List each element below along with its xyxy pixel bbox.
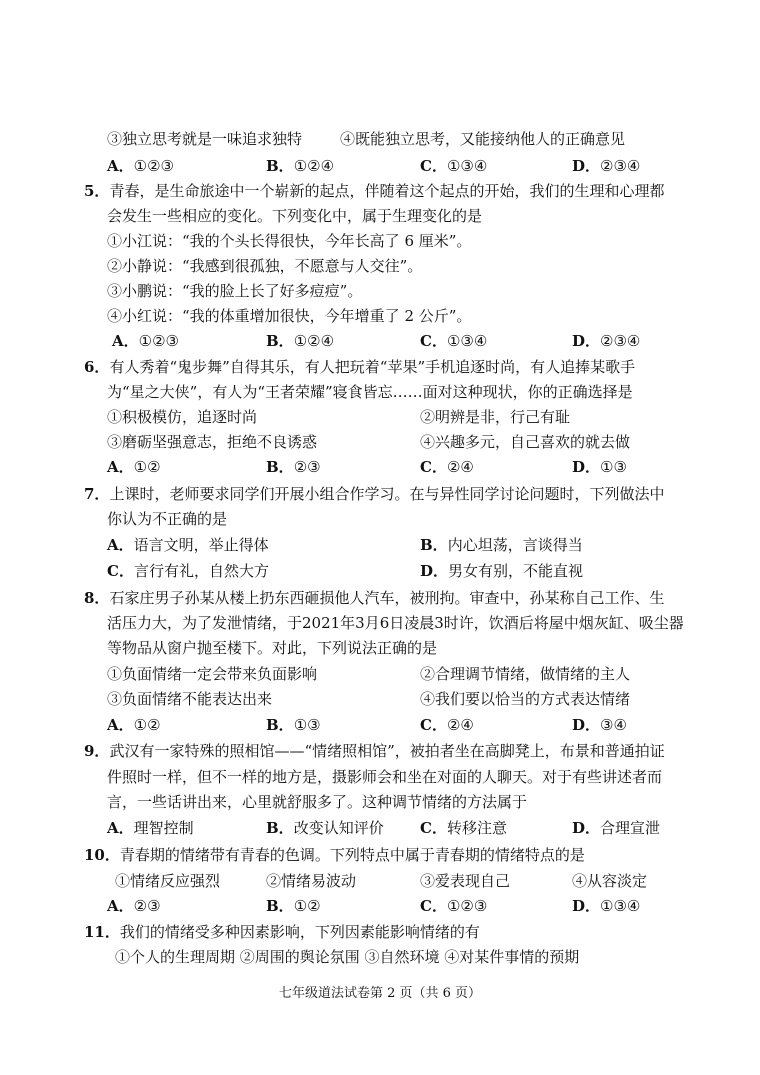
question-8-stem: 8．石家庄男子孙某从楼上扔东西砸损他人汽车，被刑拘。审查中，孙某称自己工作、生 (84, 589, 665, 607)
statements: ①个人的生理周期 ②周围的舆论氛围 ③自然环境 ④对某件事情的预期 (115, 948, 580, 966)
question-11-stem: 11．我们的情绪受多种因素影响，下列因素能影响情绪的有 (84, 923, 480, 941)
option-b: B．①②④ (266, 332, 335, 350)
option-c: C．②④ (420, 458, 474, 476)
statement-3: ③独立思考就是一味追求独特 (107, 130, 303, 148)
option-d: D．合理宣泄 (572, 819, 661, 837)
question-5-stem-cont: 会发生一些相应的变化。下列变化中，属于生理变化的是 (107, 207, 483, 225)
question-7-stem-cont: 你认为不正确的是 (107, 510, 228, 528)
question-7-stem: 7．上课时，老师要求同学们开展小组合作学习。在与异性同学讨论问题时，下列做法中 (84, 485, 665, 503)
option-b: B．改变认知评价 (266, 819, 384, 837)
question-9-stem-cont: 件照时一样，但不一样的地方是，摄影师会和坐在对面的人聊天。对于有些讲述者而 (107, 768, 663, 786)
option-d: D．①③ (572, 458, 627, 476)
option-a: A．②③ (107, 897, 161, 915)
option-a: A．语言文明，举止得体 (107, 536, 269, 554)
option-d: D．①③④ (572, 897, 641, 915)
question-8-stem-cont: 活压力大，为了发泄情绪，于2021年3月6日凌晨3时许，饮酒后将屋中烟灰缸、吸尘器 (107, 614, 684, 632)
statement-1: ①积极模仿，追逐时尚 (107, 408, 258, 426)
option-c: C．①③④ (420, 332, 488, 350)
statement-2: ②小静说：“我感到很孤独，不愿意与人交往”。 (107, 257, 423, 275)
statement-4: ④我们要以恰当的方式表达情绪 (420, 690, 631, 708)
option-b: B．①② (266, 897, 321, 915)
statement-1: ①负面情绪一定会带来负面影响 (107, 665, 318, 683)
option-c: C．①③④ (420, 157, 488, 175)
page-footer: 七年级道法试卷第 2 页（共 6 页） (278, 986, 482, 1001)
statement-4: ④兴趣多元，自己喜欢的就去做 (420, 433, 631, 451)
statement-4: ④既能独立思考，又能接纳他人的正确意见 (340, 130, 626, 148)
option-d: D．男女有别，不能直视 (420, 562, 584, 580)
option-d: D．②③④ (572, 332, 641, 350)
option-c: C．①②③ (420, 897, 488, 915)
option-a: A．①②③ (107, 157, 174, 175)
statement-3: ③磨砺坚强意志，拒绝不良诱惑 (107, 433, 318, 451)
question-8-stem-cont: 等物品从窗户抛至楼下。对此，下列说法正确的是 (107, 639, 438, 657)
statement-4: ④从容淡定 (572, 872, 648, 890)
statement-1: ①情绪反应强烈 (115, 872, 221, 890)
option-b: B．②③ (266, 458, 321, 476)
question-5-stem: 5．青春，是生命旅途中一个崭新的起点，伴随着这个起点的开始，我们的生理和心理都 (84, 182, 665, 200)
statement-2: ②合理调节情绪，做情绪的主人 (420, 665, 631, 683)
option-b: B．①③ (266, 716, 321, 734)
question-6-stem: 6．有人秀着“鬼步舞”自得其乐，有人把玩着“苹果”手机追逐时尚，有人追捧某歌手 (84, 358, 636, 376)
option-c: C．言行有礼，自然大方 (107, 562, 269, 580)
statement-1: ①小江说：“我的个头长得很快，今年长高了 6 厘米”。 (107, 232, 472, 250)
option-c: C．转移注意 (420, 819, 507, 837)
question-9-stem-cont: 言，一些话讲出来，心里就舒服多了。这种调节情绪的方法属于 (107, 793, 528, 811)
option-b: B．①②④ (266, 157, 335, 175)
question-9-stem: 9．武汉有一家特殊的照相馆——“情绪照相馆”，被拍者坐在高脚凳上，布景和普通拍证 (84, 742, 665, 760)
statement-3: ③小鹏说：“我的脸上长了好多痘痘”。 (107, 282, 363, 300)
statement-2: ②情绪易波动 (266, 872, 357, 890)
option-a: A．①② (107, 716, 161, 734)
option-b: B．内心坦荡，言谈得当 (420, 536, 583, 554)
statement-3: ③爱表现自己 (420, 872, 511, 890)
option-c: C．②④ (420, 716, 474, 734)
statement-3: ③负面情绪不能表达出来 (107, 690, 273, 708)
option-a: A．①②③ (112, 332, 179, 350)
option-d: D．③④ (572, 716, 627, 734)
option-d: D．②③④ (572, 157, 641, 175)
statement-4: ④小红说：“我的体重增加很快，今年增重了 2 公斤”。 (107, 307, 472, 325)
statement-2: ②明辨是非，行己有耻 (420, 408, 571, 426)
question-6-stem-cont: 为“星之大侠”，有人为“王者荣耀”寝食皆忘……面对这种现状，你的正确选择是 (107, 383, 633, 401)
question-10-stem: 10．青春期的情绪带有青春的色调。下列特点中属于青春期的情绪特点的是 (84, 846, 585, 864)
option-a: A．①② (107, 458, 161, 476)
option-a: A．理智控制 (107, 819, 194, 837)
